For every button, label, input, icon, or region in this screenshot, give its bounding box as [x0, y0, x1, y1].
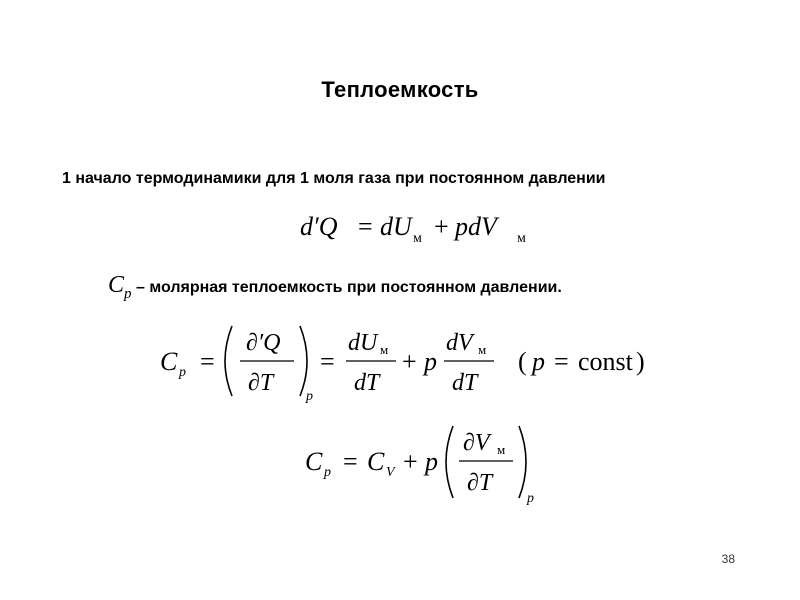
eq3-plus: +: [403, 447, 418, 476]
eq3-frac-den: ∂T: [467, 470, 493, 496]
eq3-frac-num: ∂V: [463, 430, 490, 456]
eq1-term2-sub: м: [517, 231, 526, 246]
eq3-frac-num-sub: м: [497, 442, 506, 457]
eq2-frac3-den: dT: [452, 370, 478, 396]
eq3-Cv: C: [367, 447, 385, 476]
eq3-right-paren: [519, 426, 526, 498]
eq2-plus: +: [402, 347, 417, 376]
eq2-equals-1: =: [200, 347, 215, 376]
eq2-p: p: [424, 347, 437, 376]
page-number: 38: [721, 552, 735, 566]
mayer-equation: [305, 420, 565, 510]
eq2-paren-sub: p: [306, 389, 313, 404]
cp-definition-text: – молярная теплоемкость при постоянном давлении.: [135, 279, 562, 296]
cp-expression-equation: [160, 318, 660, 408]
slide-title: Теплоемкость: [321, 77, 479, 102]
cp-subscript: p: [124, 286, 132, 302]
eq2-frac2-num-sub: м: [380, 342, 389, 357]
eq2-C-sub: p: [179, 365, 186, 380]
eq2-frac1-num: ∂′Q: [246, 330, 281, 356]
eq2-left-paren: [225, 326, 232, 396]
eq3-equals: =: [343, 447, 358, 476]
eq1-term1-sub: м: [413, 231, 422, 246]
eq3-paren-sub: p: [527, 491, 534, 506]
cp-symbol: C: [108, 272, 125, 298]
eq2-cond-const: const: [578, 347, 633, 376]
eq2-cond-eq: =: [554, 347, 569, 376]
eq2-frac1-den: ∂T: [248, 370, 274, 396]
eq1-term2: pdV: [455, 212, 497, 241]
eq3-C-sub: p: [324, 465, 331, 480]
first-law-equation: [300, 205, 540, 249]
eq2-cond-p: p: [532, 347, 545, 376]
eq1-lhs: d′Q: [300, 212, 338, 241]
eq2-cond-open: (: [518, 347, 527, 376]
eq1-term1: dU: [380, 212, 412, 241]
eq2-right-paren: [300, 326, 307, 396]
eq2-frac2-den: dT: [354, 370, 380, 396]
eq2-equals-2: =: [320, 347, 335, 376]
eq2-frac3-num: dV: [446, 330, 473, 356]
eq2-C: C: [160, 347, 178, 376]
cp-definition-line: [108, 272, 562, 302]
eq3-C: C: [305, 447, 323, 476]
intro-line: 1 начало термодинамики для 1 моля газа при постоянном давлении: [62, 170, 606, 187]
eq3-left-paren: [446, 426, 453, 498]
eq2-frac3-num-sub: м: [478, 342, 487, 357]
eq2-frac2-num: dU: [348, 330, 378, 356]
eq3-Cv-sub: V: [386, 465, 395, 480]
eq2-cond-close: ): [636, 347, 645, 376]
eq1-equals: =: [358, 212, 373, 241]
eq3-p: p: [425, 447, 438, 476]
eq1-plus: +: [434, 212, 449, 241]
